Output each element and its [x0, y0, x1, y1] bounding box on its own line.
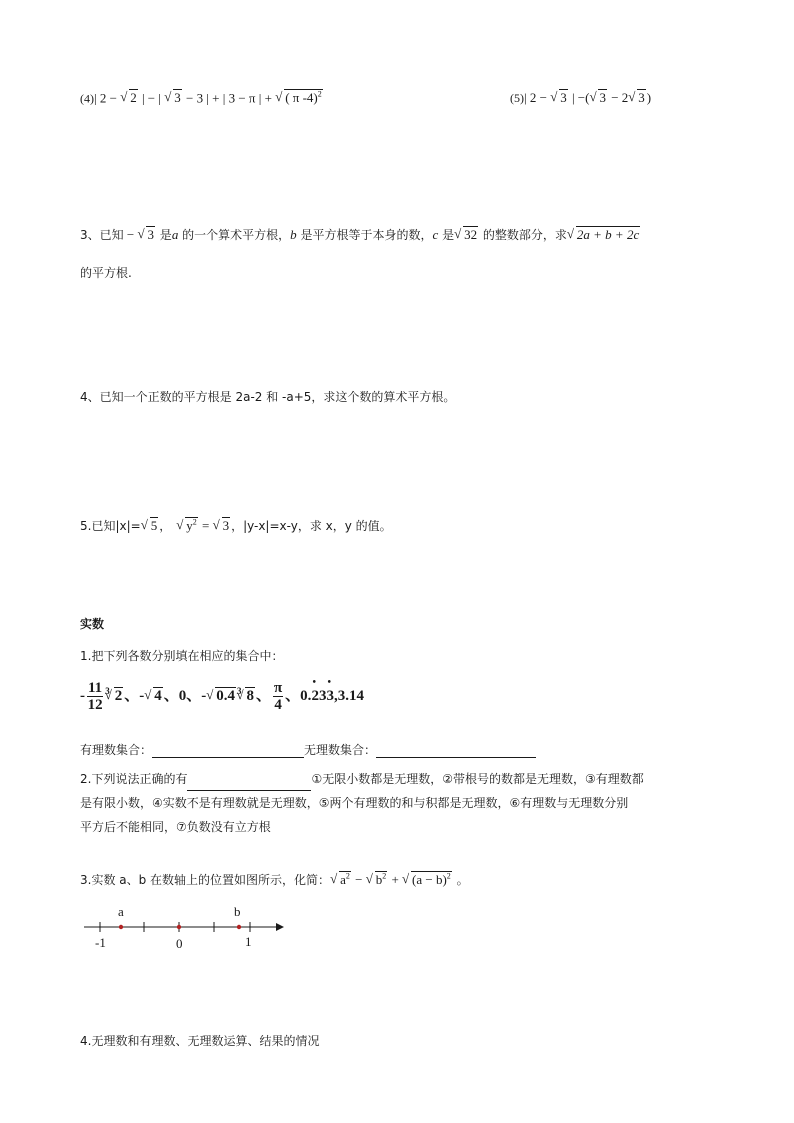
section-title: 实数 [80, 617, 105, 631]
sqrt-3: √ 3 [165, 90, 182, 106]
problem-5: (5)| 2 − √ 3 | −(√ 3 − 2√ 3 ) [510, 90, 651, 106]
problem-4-label: (4) [80, 91, 94, 106]
item-2-blank[interactable] [187, 778, 311, 791]
tick-label-1: 1 [245, 934, 252, 949]
axis-arrow-icon [276, 923, 284, 931]
rational-set-label: 有理数集合： [80, 743, 153, 757]
item-2: 2.下列说法正确的有 ①无限小数都是无理数，②带根号的数都是无理数，③有理数都 是有限小数，④实数不是有理数就是无理数，⑤两个有理数的和与积都是无理数，⑥有理数与无理数分别 平方后不能相同，⑦负数没有立方根 [80, 772, 644, 834]
point-zero-marker [177, 925, 181, 929]
irrational-set-label: 无理数集合： [304, 743, 377, 757]
question-5: 5.已知|x|=√ 5 ，√ $y^2$ = √ 3 ，|y-x|=x-y，求 x，y 的值。 [80, 517, 392, 534]
point-a-marker [119, 925, 123, 929]
sqrt-2: √ 2 [121, 90, 138, 106]
item-1: 1.把下列各数分别填在相应的集合中： [80, 649, 284, 663]
fraction-11-12: $\frac{11}{12}$ [87, 680, 103, 713]
tick-label-neg1: -1 [95, 935, 106, 950]
sqrt-pi-minus-4-squared: √ ( π -4)$^2$ [276, 90, 323, 106]
problem-5-label: (5) [510, 91, 524, 105]
number-line-diagram [80, 900, 300, 958]
tick-label-0: 0 [176, 936, 183, 951]
item-3: 3.实数 a、b 在数轴上的位置如图所示，化简：√ $a^2$ − √ $b^2$ + √ $(a - b)^2$ 。 [80, 871, 469, 888]
sets-line [80, 741, 536, 758]
number-list: - $\frac{11}{12}$ $^3$√ 2 、-√ 4 、0、-√ 0.4 $^3$√ 8 、 $\frac{\pi}{4}$ 、0.2 •33 •,3.14 [80, 680, 364, 713]
question-3-line2: 的平方根. [80, 266, 132, 280]
problem-4: (4)| 2 − √ 2 | − | √ 3 − 3 | + | 3 − π | + √ ( π -4)$^2$ [80, 90, 324, 106]
point-b-label: b [234, 904, 241, 919]
fraction-pi-4: $\frac{\pi}{4}$ [273, 680, 283, 713]
point-b-marker [237, 925, 241, 929]
irrational-set-blank[interactable] [376, 745, 536, 758]
point-a-label: a [118, 904, 124, 919]
rational-set-blank[interactable] [152, 745, 304, 758]
question-3: 3、已知 − √ 3 是a 的一个算术平方根，b 是平方根等于本身的数，c 是√ 32 的整数部分，求√ 2a + b + 2c [80, 226, 641, 243]
item-4: 4.无理数和有理数、无理数运算、结果的情况 [80, 1034, 320, 1048]
question-4: 4、已知一个正数的平方根是 2a-2 和 -a+5，求这个数的算术平方根。 [80, 390, 456, 404]
